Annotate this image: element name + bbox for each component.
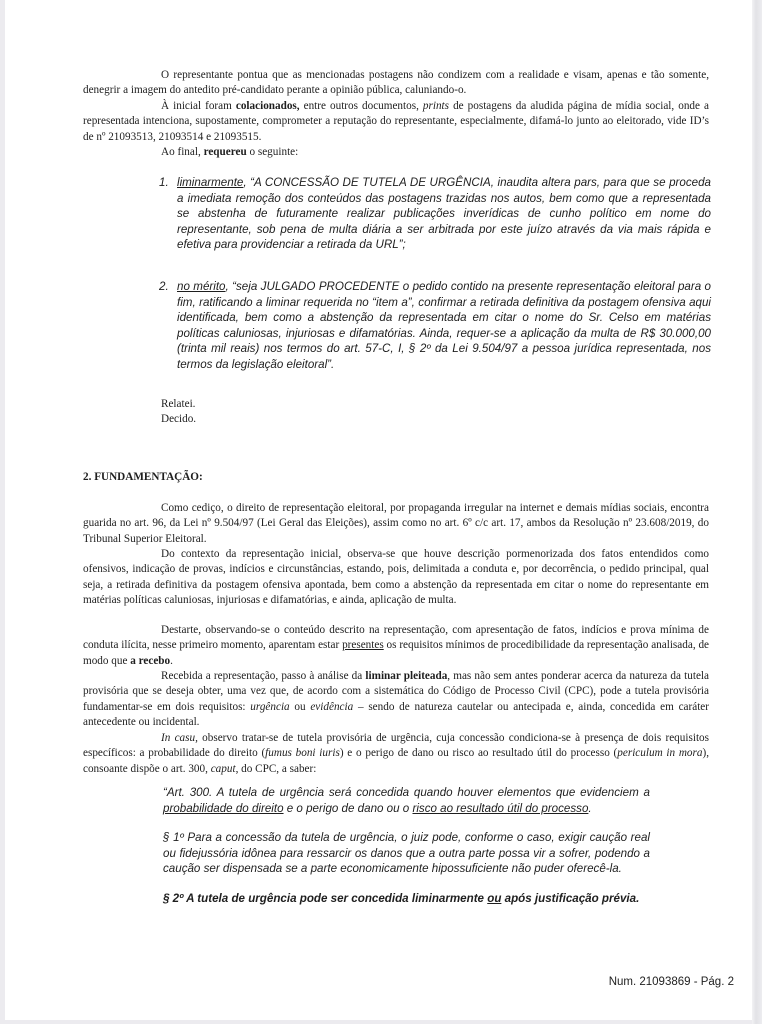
- paragraph-text: O representante pontua que as mencionadas postagens não condizem com a realidade e visam, apenas e tão somente, denegrir a imagem do antedito pré-candidato perante a opinião pública, caluniando-o.: [83, 69, 709, 97]
- paragraph-intro-3: [161, 145, 298, 160]
- underlined-text: ou: [487, 892, 502, 905]
- paragraph-text: , do CPC, a saber:: [235, 762, 317, 775]
- paragraph-text: entre outros documentos,: [299, 100, 423, 112]
- paragraph-fund-2: Do contexto da representação inicial, observa-se que houve descrição pormenorizada dos fatos entendidos como ofensivos, indicação de provas, indícios e circunstâncias, estando, pois, delimitada a conduta e, por decorrência, o pedido principal, qual seja, a retirada definitiva da postagem ofensiva apontada, bem como a abstenção da representada em citar o nome do representante em matérias políticas caluniosas, injuriosas e difamatórias, e ainda, aplicação de multa.: [83, 548, 709, 607]
- paragraph-intro-2: [83, 99, 709, 145]
- italic-text: urgência: [250, 700, 290, 713]
- closing-relatei: Relatei.: [161, 398, 196, 410]
- paragraph-text: , mas não sem antes ponderar acerca da natureza da tutela provisória que se deseja obter, uma vez que, de acordo com a sistemática do Código de Processo Civil (CPC), pode a tutela provisória fundamentar-se em dois requisitos:: [83, 670, 709, 713]
- underlined-text: presentes: [342, 639, 384, 652]
- request-item-2: [159, 279, 711, 373]
- quote-text: após justificação prévia.: [501, 892, 640, 905]
- quote-text: .: [588, 801, 592, 815]
- request-text: , “A CONCESSÃO DE TUTELA DE URGÊNCIA, inaudita altera pars, para que se proceda a imediata remoção dos conteúdos das postagens trazidas nos autos, bem como que a representada se abstenha de futuramente realizar publicações inverídicas de cunho político em nome do representante, sob pena de multa diária a ser arbitrada por este juízo através da via mais rápida e efetiva para providenciar a retirada da URL”;: [177, 176, 711, 252]
- italic-text: prints: [422, 100, 450, 112]
- bold-text: colacionados,: [235, 100, 300, 112]
- paragraph-text: ) e o perigo de dano ou risco ao resultado útil do processo (: [339, 747, 618, 760]
- paragraph-fund-5: [83, 731, 709, 777]
- italic-text: In casu,: [161, 732, 198, 744]
- paragraph-text: ou: [289, 700, 311, 713]
- request-label: liminarmente: [177, 176, 244, 189]
- italic-text: caput: [210, 762, 236, 775]
- quote-text: “Art. 300. A tutela de urgência será concedida quando houver elementos que evidenciem a: [163, 786, 650, 799]
- quote-paragraph-1: § 1º Para a concessão da tutela de urgência, o juiz pode, conforme o caso, exigir caução real ou fidejussória idônea para ressarcir os danos que a outra parte possa vir a sofrer, podendo a caução ser dispensada se a parte economicamente hipossuficiente não puder oferecê-la.: [163, 831, 650, 876]
- section-heading: 2. FUNDAMENTAÇÃO:: [83, 471, 203, 483]
- underlined-text: probabilidade do direito: [163, 801, 284, 815]
- underlined-text: risco ao resultado útil do processo: [412, 801, 589, 815]
- request-text: , “seja JULGADO PROCEDENTE o pedido contido na presente representação eleitoral para o fim, ratificando a liminar requerida no “item a”, confirmar a retirada definitiva da postagem ofensiva aqui identificada, bem como a abstenção da representada em citar o nome do Sr. Celso em matérias políticas caluniosas, injuriosas e difamatórias. Ainda, requer-se a aplicação da multa de R$ 30.000,00 (trinta mil reais) nos termos do art. 57-C, I, § 2º da Lei 9.504/97 a pessoa jurídica representada, nos termos da legislação eleitoral”.: [177, 280, 711, 371]
- list-number: 1.: [159, 176, 169, 189]
- quote-art-300: [163, 785, 650, 816]
- paragraph-text: ), consoante dispõe o art. 300,: [83, 747, 710, 775]
- paragraph-fund-4: [83, 669, 709, 731]
- request-item-1: [159, 175, 711, 253]
- closing-decido: Decido.: [161, 413, 197, 425]
- paragraph-text: .: [170, 654, 173, 667]
- paragraph-intro-1: [83, 68, 709, 99]
- document-page: [5, 0, 752, 1020]
- list-number: 2.: [159, 280, 169, 293]
- paragraph-fund-1: Como cediço, o direito de representação eleitoral, por propaganda irregular na internet e demais mídias sociais, encontra guarida no art. 96, da Lei nº 9.504/97 (Lei Geral das Eleições), assim como no art. 6º c/c art. 17, ambos da Resolução nº 23.608/2019, do Tribunal Superior Eleitoral.: [83, 502, 709, 545]
- paragraph-text: os requisitos mínimos de procedibilidade da representação analisada, de modo que: [83, 639, 710, 667]
- request-label: no mérito: [177, 280, 226, 293]
- bold-text: requereu: [203, 146, 247, 158]
- quote-paragraph-2: [163, 891, 650, 907]
- paragraph-text: À inicial foram: [161, 100, 236, 112]
- paragraph-text: Ao final,: [161, 146, 204, 158]
- paragraph-fund-3: [83, 623, 709, 669]
- paragraph-text: de postagens da aludida página de mídia social, onde a representada intenciona, supostamente, comprometer a reputação do representante, especialmente, difamá-lo junto ao eleitorado, vide ID’s de nº 21093513, 21093514 e 21093515.: [83, 100, 709, 143]
- paragraph-text: Destarte, observando-se o conteúdo descrito na representação, com apresentação de fatos, indícios e prova mínima de conduta ilícita, nesse primeiro momento, aparentam estar: [83, 624, 709, 652]
- bold-text: liminar pleiteada: [365, 670, 448, 682]
- quote-text: § 2º A tutela de urgência pode ser concedida liminarmente: [163, 892, 488, 905]
- paragraph-text: o seguinte:: [246, 146, 299, 158]
- italic-text: evidência: [310, 700, 354, 713]
- paragraph-text: Recebida a representação, passo à análise da: [161, 670, 366, 682]
- paragraph-text: – sendo de natureza cautelar ou antecipada e, ainda, concedida em caráter antecedente ou incidental.: [83, 700, 709, 729]
- page-edge: [752, 0, 762, 1024]
- italic-text: fumus boni iuris: [265, 747, 340, 760]
- paragraph-text: observo tratar-se de tutela provisória de urgência, cuja concessão condiciona-se à presença de dois requisitos específicos: a probabilidade do direito (: [83, 732, 709, 760]
- italic-text: periculum in mora: [617, 747, 703, 760]
- bold-text: a recebo: [130, 654, 171, 667]
- quote-text: e o perigo de dano ou o: [283, 801, 413, 815]
- page-footer: Num. 21093869 - Pág. 2: [608, 976, 734, 988]
